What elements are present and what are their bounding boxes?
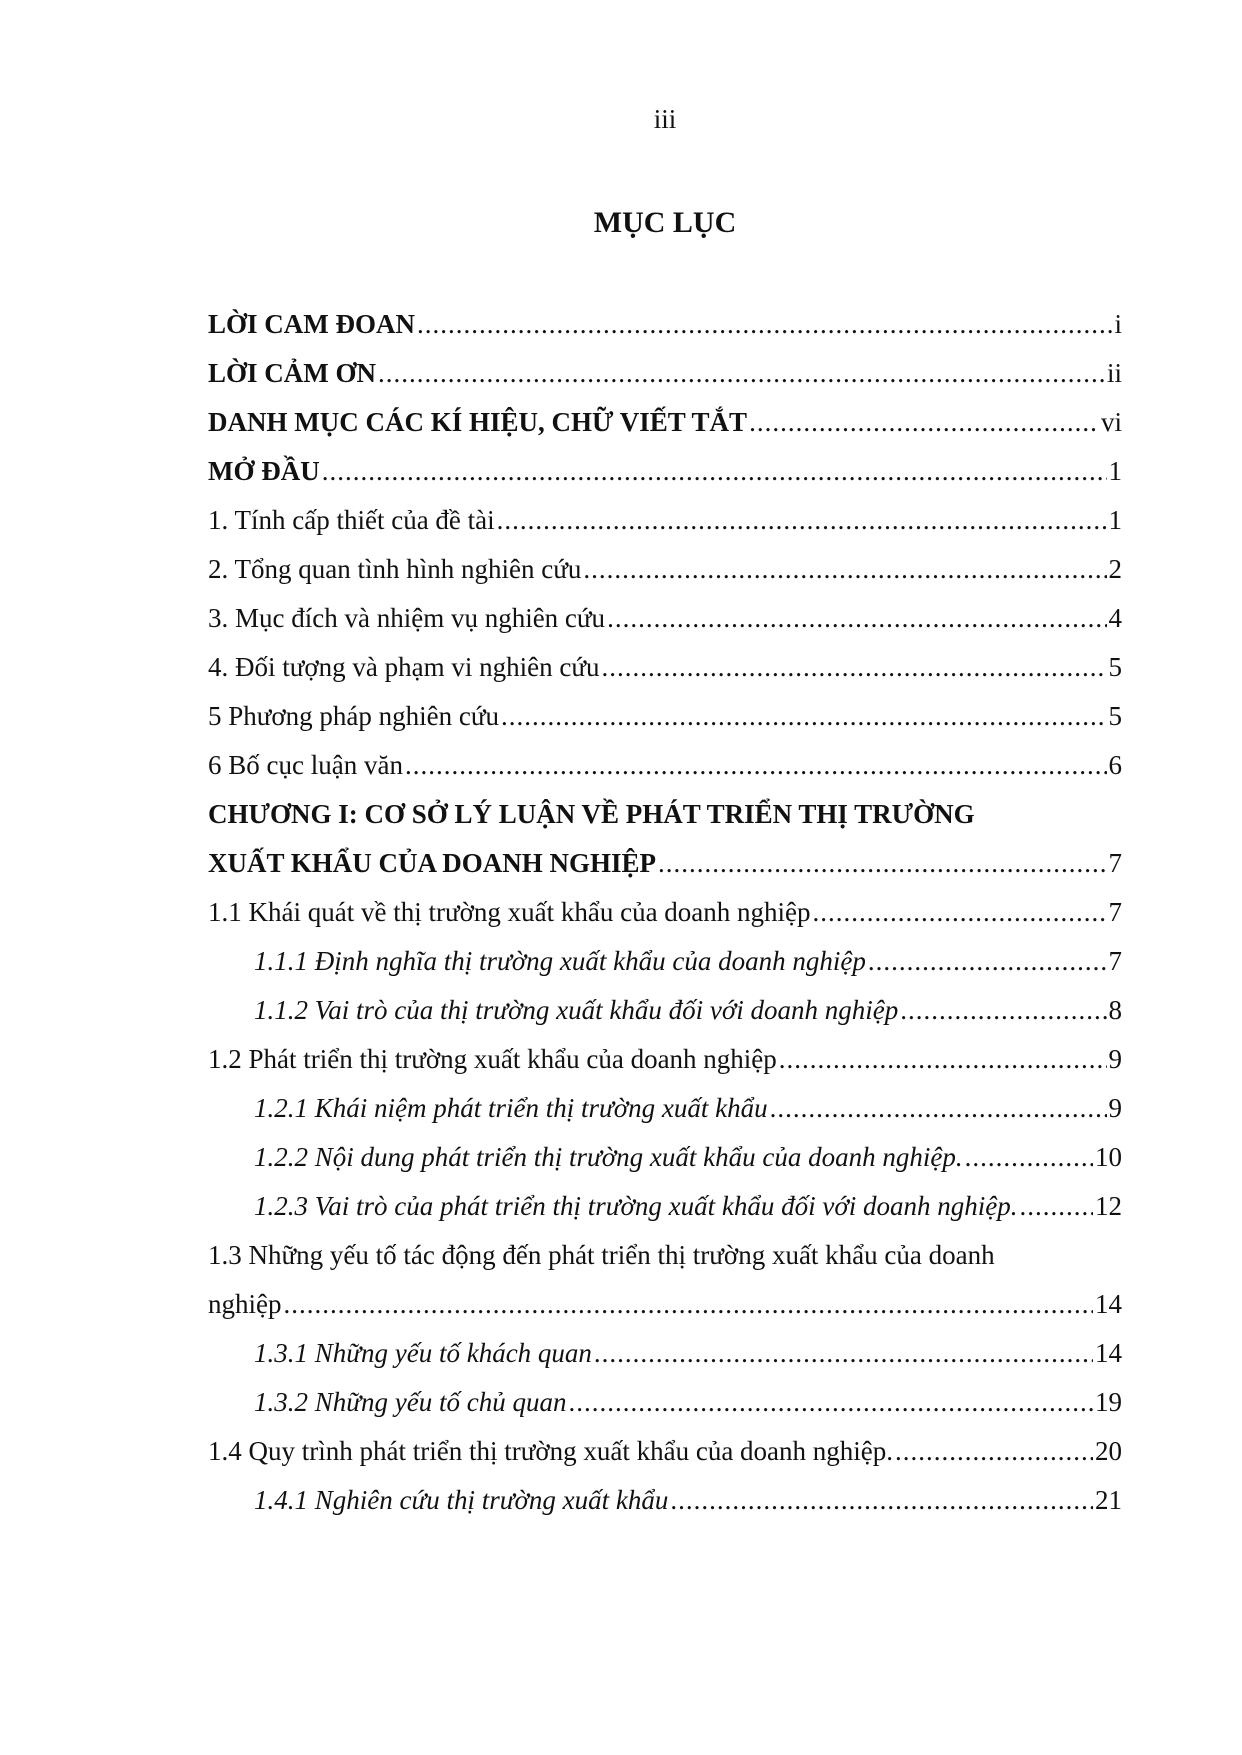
toc-entry-page: 9 [1108,1044,1122,1074]
dot-leader [501,692,1106,741]
toc-entry-page: 19 [1095,1387,1122,1417]
toc-entry-title: 1.1.2 Vai trò của thị trường xuất khẩu đối với doanh nghiệp [254,995,899,1025]
toc-entry-page: 20 [1095,1436,1122,1466]
toc-entry-mo-dau[interactable] [208,447,1122,496]
toc-entry-title: 1.1 Khái quát về thị trường xuất khẩu của doanh nghiệp [208,897,811,927]
dot-leader [770,1084,1107,1133]
toc-entry-page: 7 [1108,946,1122,976]
toc-entry-page: 1 [1108,505,1122,535]
dot-leader [405,741,1107,790]
toc-entry-title: 1. Tính cấp thiết của đề tài [208,505,495,535]
toc-entry-title: 6 Bố cục luận văn [208,750,403,780]
dot-leader [965,1133,1093,1182]
dot-leader [322,447,1107,496]
dot-leader [568,1378,1093,1427]
toc-entry-1-2-1[interactable] [208,1084,1122,1133]
dot-leader [1020,1182,1094,1231]
toc-entry-page: 21 [1095,1485,1122,1515]
toc-entry-title: 1.4 Quy trình phát triển thị trường xuất khẩu của doanh nghiệp. [208,1436,894,1466]
toc-entry-title: 1.3.2 Những yếu tố chủ quan [254,1387,567,1417]
dot-leader [670,1476,1093,1525]
toc-entry-page: 9 [1108,1093,1122,1123]
toc-entry-page: ii [1106,358,1122,388]
toc-entry-title: XUẤT KHẨU CỦA DOANH NGHIỆP [208,848,657,878]
toc-entry-title: CHƯƠNG I: CƠ SỞ LÝ LUẬN VỀ PHÁT TRIỂN THỊ TRƯỜNG [208,799,975,829]
dot-leader [583,545,1106,594]
toc-entry-page: 10 [1095,1142,1122,1172]
toc-entry-title: 2. Tổng quan tình hình nghiên cứu [208,554,582,584]
dot-leader [497,496,1107,545]
toc-entry-title: MỞ ĐẦU [208,456,320,486]
toc-entry-page: 14 [1095,1289,1122,1319]
toc-entry-1-3-2[interactable] [208,1378,1122,1427]
dot-leader [749,398,1099,447]
toc-entry-title: 1.1.1 Định nghĩa thị trường xuất khẩu của doanh nghiệp [254,946,866,976]
toc-entry-page: vi [1100,407,1122,437]
dot-leader [779,1035,1107,1084]
toc-entry-page: 8 [1108,995,1122,1025]
dot-leader [378,349,1105,398]
toc-entry-abbreviations[interactable] [208,398,1122,447]
dot-leader [658,839,1106,888]
toc-entry-1-1-1[interactable] [208,937,1122,986]
dot-leader [602,643,1107,692]
toc-entry-page: 5 [1108,701,1122,731]
toc-entry-chapter-1-line-2[interactable] [208,839,1122,888]
toc-entry-section-5[interactable] [208,692,1122,741]
toc-entry-page: 5 [1108,652,1122,682]
toc-entry-loi-cam-doan[interactable] [208,300,1122,349]
toc-entry-title: LỜI CẢM ƠN [208,358,376,388]
toc-entry-1-2-2[interactable] [208,1133,1122,1182]
toc-entry-section-4[interactable] [208,643,1122,692]
toc-entry-page: 1 [1108,456,1122,486]
toc-entry-page: 2 [1108,554,1122,584]
toc-entry-1-4-1[interactable] [208,1476,1122,1525]
dot-leader [417,300,1112,349]
toc-entry-section-6[interactable] [208,741,1122,790]
toc-entry-title: 1.2.2 Nội dung phát triển thị trường xuất khẩu của doanh nghiệp. [254,1142,963,1172]
toc-entry-1-2[interactable] [208,1035,1122,1084]
toc-entry-page: 4 [1108,603,1122,633]
toc-entry-section-2[interactable] [208,545,1122,594]
toc-entry-title: 3. Mục đích và nhiệm vụ nghiên cứu [208,603,606,633]
toc-entry-section-3[interactable] [208,594,1122,643]
toc-entry-title: 1.3 Những yếu tố tác động đến phát triển thị trường xuất khẩu của doanh [208,1240,995,1270]
toc-entry-title: 1.2.1 Khái niệm phát triển thị trường xuất khẩu [254,1093,768,1123]
toc-entry-title: 5 Phương pháp nghiên cứu [208,701,500,731]
toc-entry-page: 7 [1108,897,1122,927]
page-number: iii [653,104,677,134]
toc-heading: MỤC LỤC [593,206,737,239]
toc-entry-1-1-2[interactable] [208,986,1122,1035]
dot-leader [895,1427,1093,1476]
toc-entry-page: 12 [1095,1191,1122,1221]
toc-entry-page: i [1114,309,1122,339]
toc-entry-1-1[interactable] [208,888,1122,937]
toc-entry-title: DANH MỤC CÁC KÍ HIỆU, CHỮ VIẾT TẮT [208,407,748,437]
toc-entry-title: 1.2.3 Vai trò của phát triển thị trường xuất khẩu đối với doanh nghiệp. [254,1191,1018,1221]
toc-entry-title: 1.2 Phát triển thị trường xuất khẩu của doanh nghiệp [208,1044,777,1074]
toc-entry-section-1[interactable] [208,496,1122,545]
dot-leader [813,888,1107,937]
dot-leader [284,1280,1094,1329]
toc-entry-page: 14 [1095,1338,1122,1368]
dot-leader [607,594,1106,643]
toc-entry-title: 1.3.1 Những yếu tố khách quan [254,1338,592,1368]
toc-entry-title: nghiệp [208,1289,282,1319]
toc-entry-title: 1.4.1 Nghiên cứu thị trường xuất khẩu [254,1485,669,1515]
dot-leader [868,937,1107,986]
toc-entry-page: 6 [1108,750,1122,780]
toc-entry-loi-cam-on[interactable] [208,349,1122,398]
toc-entry-chapter-1-line-1[interactable] [208,790,1122,839]
toc-entry-1-3-1[interactable] [208,1329,1122,1378]
table-of-contents [208,300,1122,1525]
toc-entry-1-4[interactable] [208,1427,1122,1476]
dot-leader [900,986,1106,1035]
toc-entry-page: 7 [1108,848,1122,878]
toc-entry-1-2-3[interactable] [208,1182,1122,1231]
toc-entry-1-3-line-1[interactable] [208,1231,1122,1280]
toc-entry-title: LỜI CAM ĐOAN [208,309,415,339]
toc-entry-title: 4. Đối tượng và phạm vi nghiên cứu [208,652,600,682]
toc-entry-1-3-line-2[interactable] [208,1280,1122,1329]
dot-leader [594,1329,1093,1378]
